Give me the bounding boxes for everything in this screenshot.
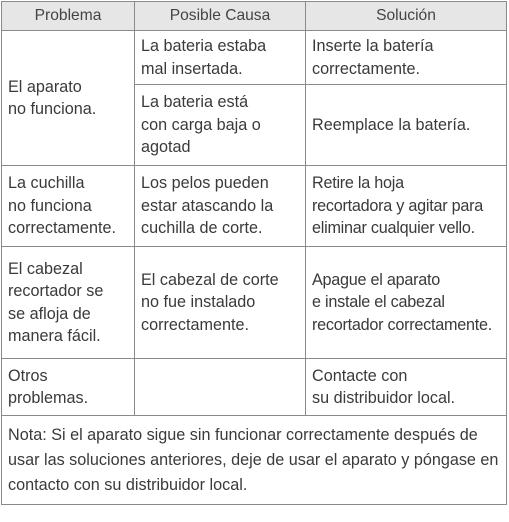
table-row <box>2 166 507 247</box>
note-row <box>2 416 507 505</box>
problem-cell: El aparato no funciona. <box>2 31 135 166</box>
header-cause: Posible Causa <box>135 2 306 31</box>
table-row <box>2 247 507 359</box>
solution-cell: Apague el aparato e instale el cabezal recortador correctamente. <box>306 247 507 359</box>
table-row <box>2 31 507 85</box>
cause-cell: La bateria está con carga baja o agotad <box>135 85 306 166</box>
solution-cell: Inserte la batería correctamente. <box>306 31 507 85</box>
troubleshooting-table <box>1 1 507 505</box>
table-header-row <box>2 2 507 31</box>
problem-cell: La cuchilla no funciona correctamente. <box>2 166 135 247</box>
solution-cell: Contacte con su distribuidor local. <box>306 359 507 416</box>
cause-cell: La bateria estaba mal insertada. <box>135 31 306 85</box>
solution-cell: Retire la hoja recortadora y agitar para eliminar cualquier vello. <box>306 166 507 247</box>
cause-cell: El cabezal de corte no fue instalado correctamente. <box>135 247 306 359</box>
solution-cell: Reemplace la batería. <box>306 85 507 166</box>
header-solution: Solución <box>306 2 507 31</box>
problem-cell: Otros problemas. <box>2 359 135 416</box>
cause-cell: Los pelos pueden estar atascando la cuchilla de corte. <box>135 166 306 247</box>
header-problem: Problema <box>2 2 135 31</box>
table-row <box>2 359 507 416</box>
note-text: Nota: Si el aparato sigue sin funcionar correctamente después de usar las soluciones anteriores, deje de usar el aparato y póngase en contacto con su distribuidor local. <box>2 416 507 505</box>
cause-cell <box>135 359 306 416</box>
problem-cell: El cabezal recortador se se afloja de manera fácil. <box>2 247 135 359</box>
